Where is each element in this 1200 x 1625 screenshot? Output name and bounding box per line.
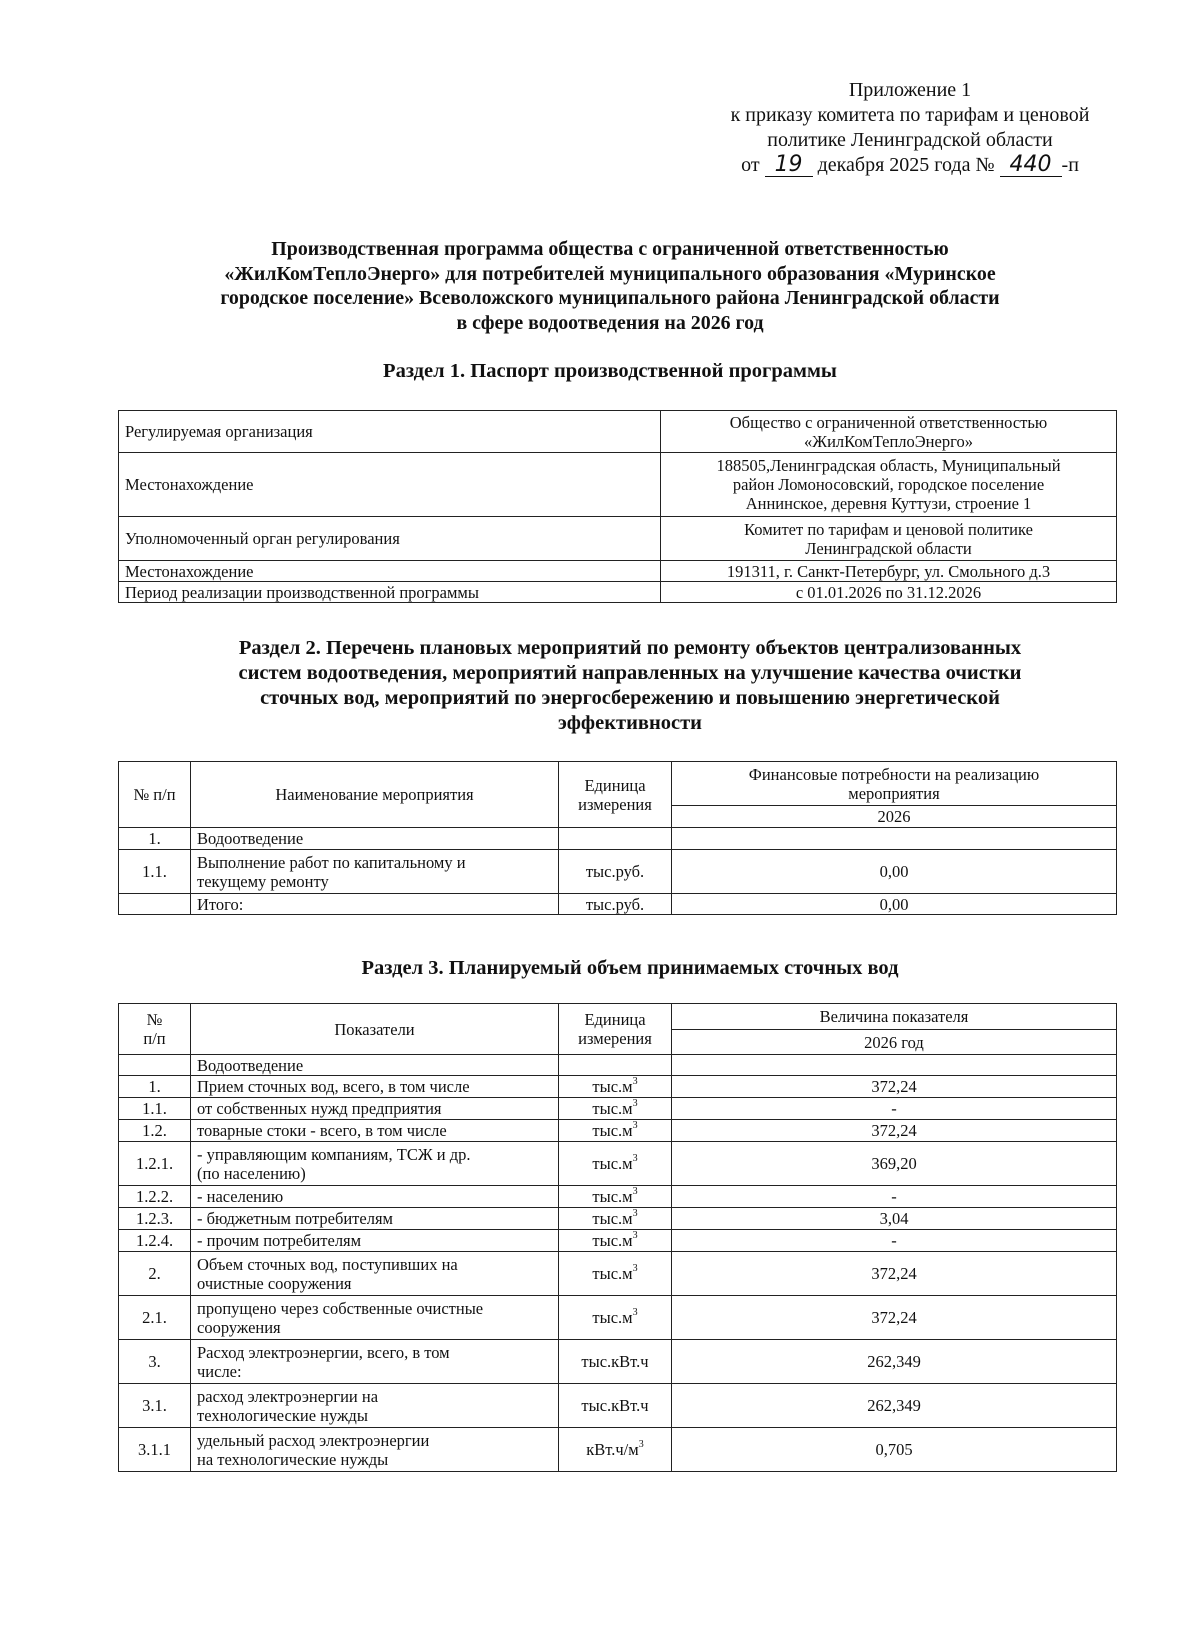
table-row (119, 1208, 1117, 1230)
table-row (119, 1340, 1117, 1384)
table-row (119, 1098, 1117, 1120)
cell-value: 372,24 (672, 1076, 1117, 1098)
cell-unit: тыс.кВт.ч (559, 1340, 672, 1384)
cell-value: 372,24 (672, 1296, 1117, 1340)
cell-name: Выполнение работ по капитальному и текущему ремонту (191, 850, 559, 894)
number-suffix: -п (1061, 154, 1079, 176)
title-line-2: «ЖилКомТеплоЭнерго» для потребителей муниципального образования «Муринское (224, 262, 996, 285)
table-row (119, 1384, 1117, 1428)
passport-label: Местонахождение (119, 561, 661, 582)
cell-unit: $тыс.м^3$ (559, 1076, 672, 1098)
passport-value: Комитет по тарифам и ценовой политике Ленинградской области (661, 517, 1117, 561)
order-day: 19 (765, 154, 813, 177)
table-row (119, 1186, 1117, 1208)
passport-value: с 01.01.2026 по 31.12.2026 (661, 582, 1117, 603)
cell-num: 1. (119, 828, 191, 850)
cell-indicator: пропущено через собственные очистные сооружения (191, 1296, 559, 1340)
cell-unit: $тыс.м^3$ (559, 1252, 672, 1296)
cell-unit: $тыс.м^3$ (559, 1296, 672, 1340)
table-row (119, 1055, 1117, 1076)
cell-num: 3.1.1 (119, 1428, 191, 1472)
header-unit: Единица измерения (559, 762, 672, 828)
section3-heading: Раздел 3. Планируемый объем принимаемых сточных вод (361, 957, 899, 979)
cell-num: 1.2.4. (119, 1230, 191, 1252)
header-finance: Финансовые потребности на реализацию мероприятия (672, 762, 1117, 806)
section2-measures-table (118, 761, 1117, 915)
cell-unit (559, 1055, 672, 1076)
passport-row (119, 411, 1117, 453)
section3-body (119, 1055, 1117, 1472)
cell-value: 262,349 (672, 1340, 1117, 1384)
passport-value: Общество с ограниченной ответственностью «ЖилКомТеплоЭнерго» (661, 411, 1117, 453)
cell-value: 262,349 (672, 1384, 1117, 1428)
cell-value: 372,24 (672, 1120, 1117, 1142)
table-header-row (119, 1004, 1117, 1030)
appendix-header (680, 78, 1140, 178)
cell-indicator: - бюджетным потребителям (191, 1208, 559, 1230)
passport-row (119, 453, 1117, 517)
date-prefix: от (741, 154, 760, 176)
cell-num: 1.1. (119, 850, 191, 894)
passport-row (119, 582, 1117, 603)
table-row (119, 1230, 1117, 1252)
header-measure-name: Наименование мероприятия (191, 762, 559, 828)
cell-num: 3. (119, 1340, 191, 1384)
table-row (119, 850, 1117, 894)
cell-indicator: Водоотведение (191, 1055, 559, 1076)
table-row (119, 828, 1117, 850)
cell-num: 1.2. (119, 1120, 191, 1142)
cell-indicator: - населению (191, 1186, 559, 1208)
passport-value: 188505,Ленинградская область, Муниципальный район Ломоносовский, городское поселение Аннинское, деревня Куттузи, строение 1 (661, 453, 1117, 517)
header-num: № п/п (119, 762, 191, 828)
passport-value: 191311, г. Санкт-Петербург, ул. Смольного д.3 (661, 561, 1117, 582)
cell-num: 1.2.1. (119, 1142, 191, 1186)
cell-unit: тыс.кВт.ч (559, 1384, 672, 1428)
table-row (119, 1120, 1117, 1142)
cell-num: 3.1. (119, 1384, 191, 1428)
cell-value: 0,00 (672, 850, 1117, 894)
appendix-line-1: Приложение 1 (848, 79, 972, 101)
cell-unit: $кВт.ч/м^3$ (559, 1428, 672, 1472)
title-line-1: Производственная программа общества с ограниченной ответственностью (271, 238, 949, 260)
cell-num: 1.2.2. (119, 1186, 191, 1208)
section3-wastewater-table (118, 1003, 1117, 1472)
cell-indicator: - прочим потребителям (191, 1230, 559, 1252)
cell-indicator: товарные стоки - всего, в том числе (191, 1120, 559, 1142)
cell-value: - (672, 1230, 1117, 1252)
cell-unit (559, 828, 672, 850)
passport-label: Регулируемая организация (119, 411, 661, 453)
table-header-row (119, 762, 1117, 806)
header-year: 2026 год (672, 1030, 1117, 1055)
cell-unit: $тыс.м^3$ (559, 1230, 672, 1252)
cell-indicator: Объем сточных вод, поступивших на очистные сооружения (191, 1252, 559, 1296)
cell-unit: тыс.руб. (559, 850, 672, 894)
cell-value (672, 1055, 1117, 1076)
header-value: Величина показателя (672, 1004, 1117, 1030)
cell-num: 1. (119, 1076, 191, 1098)
date-middle: декабря 2025 года № (817, 154, 995, 176)
appendix-line-2: к приказу комитета по тарифам и ценовой (730, 104, 1090, 126)
cell-unit: тыс.руб. (559, 894, 672, 915)
table-row (119, 1296, 1117, 1340)
header-num: № п/п (119, 1004, 191, 1055)
section1-passport-table (118, 410, 1117, 603)
section2-heading: Раздел 2. Перечень плановых мероприятий по ремонту объектов централизованных систем водоотведения, мероприятий направленных на улучшение качества очистки сточных вод, мероприятий по энергосбережению и повышению энергетической эффективности (238, 637, 1022, 734)
header-indicator: Показатели (191, 1004, 559, 1055)
table-row (119, 1252, 1117, 1296)
order-number: 440 (1000, 154, 1062, 177)
cell-unit: $тыс.м^3$ (559, 1208, 672, 1230)
passport-row (119, 561, 1117, 582)
cell-indicator: Расход электроэнергии, всего, в том числе: (191, 1340, 559, 1384)
cell-indicator: Прием сточных вод, всего, в том числе (191, 1076, 559, 1098)
cell-name: Итого: (191, 894, 559, 915)
appendix-date-line (680, 153, 1140, 178)
title-line-4: в сфере водоотведения на 2026 год (456, 311, 764, 334)
cell-unit: $тыс.м^3$ (559, 1142, 672, 1186)
appendix-line-3: политике Ленинградской области (767, 129, 1053, 151)
cell-value: - (672, 1098, 1117, 1120)
cell-indicator: расход электроэнергии на технологические нужды (191, 1384, 559, 1428)
cell-value: 372,24 (672, 1252, 1117, 1296)
passport-label: Местонахождение (119, 453, 661, 517)
cell-num: 2.1. (119, 1296, 191, 1340)
cell-unit: $тыс.м^3$ (559, 1186, 672, 1208)
table-row (119, 1142, 1117, 1186)
cell-num: 1.1. (119, 1098, 191, 1120)
cell-num (119, 894, 191, 915)
table-row-total (119, 894, 1117, 915)
cell-value: 0,00 (672, 894, 1117, 915)
cell-num: 2. (119, 1252, 191, 1296)
cell-num: 1.2.3. (119, 1208, 191, 1230)
cell-num (119, 1055, 191, 1076)
passport-label: Период реализации производственной программы (119, 582, 661, 603)
cell-value: 0,705 (672, 1428, 1117, 1472)
section1-heading: Раздел 1. Паспорт производственной программы (383, 360, 837, 382)
table-row (119, 1076, 1117, 1098)
cell-value (672, 828, 1117, 850)
passport-label: Уполномоченный орган регулирования (119, 517, 661, 561)
header-unit: Единица измерения (559, 1004, 672, 1055)
header-year: 2026 (672, 806, 1117, 828)
cell-indicator: от собственных нужд предприятия (191, 1098, 559, 1120)
cell-name: Водоотведение (191, 828, 559, 850)
cell-value: 3,04 (672, 1208, 1117, 1230)
cell-unit: $тыс.м^3$ (559, 1098, 672, 1120)
cell-indicator: - управляющим компаниям, ТСЖ и др. (по населению) (191, 1142, 559, 1186)
cell-value: 369,20 (672, 1142, 1117, 1186)
title-line-3: городское поселение» Всеволожского муниципального района Ленинградской области (220, 287, 1000, 309)
cell-value: - (672, 1186, 1117, 1208)
passport-row (119, 517, 1117, 561)
table-row (119, 1428, 1117, 1472)
cell-indicator: удельный расход электроэнергии на технологические нужды (191, 1428, 559, 1472)
cell-unit: $тыс.м^3$ (559, 1120, 672, 1142)
document-title (144, 237, 1075, 335)
